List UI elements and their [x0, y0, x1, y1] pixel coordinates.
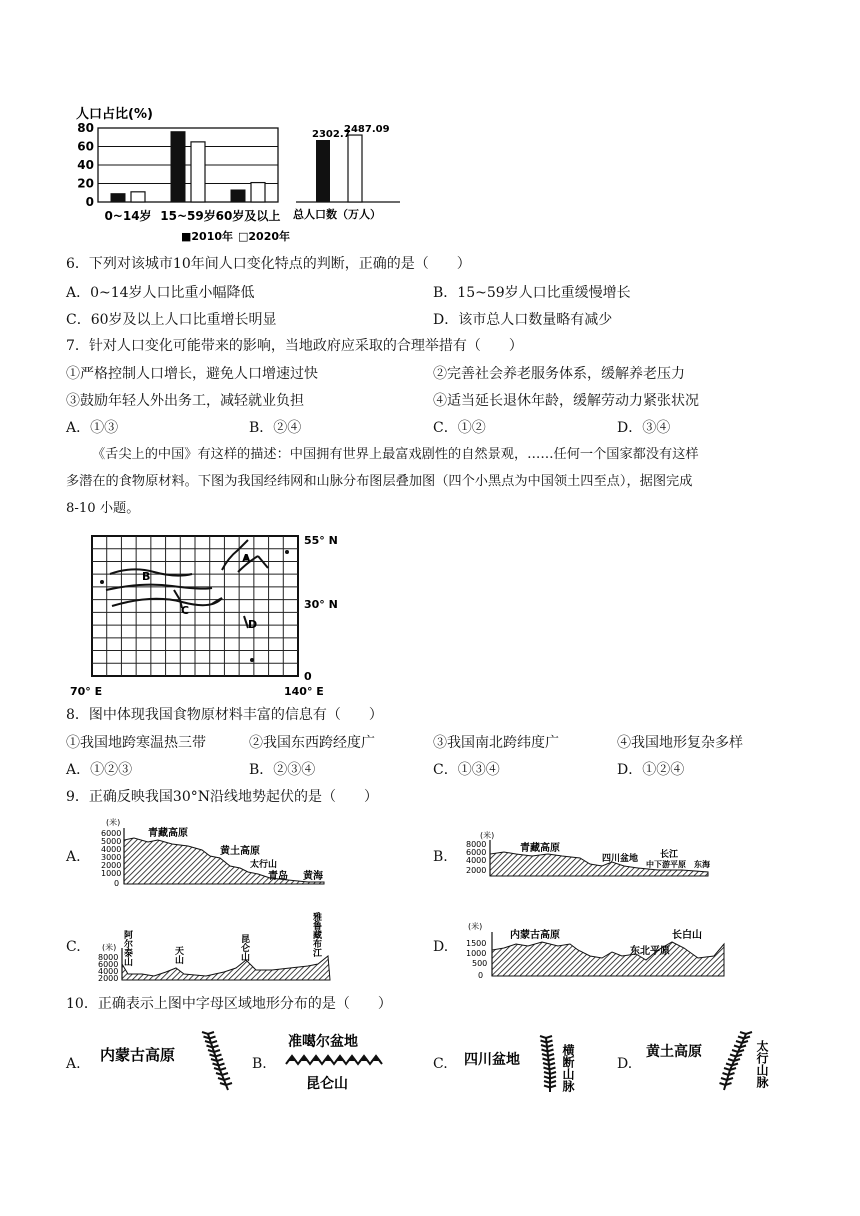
svg-text:内蒙古高原: 内蒙古高原 [510, 930, 560, 941]
map-lat-30: 30° N [304, 598, 338, 611]
y-tick-label: 0 [85, 195, 94, 209]
q9-profile-c [96, 908, 342, 984]
q10-diagram-a [96, 1028, 236, 1098]
q10-diagram-d [644, 1030, 784, 1100]
svg-text:东北平原: 东北平原 [630, 946, 670, 957]
svg-text:内蒙古高原: 内蒙古高原 [100, 1046, 176, 1064]
q10-diagram-b [282, 1020, 392, 1098]
map-lon-70: 70° E [70, 685, 103, 698]
q7-option-c[interactable]: C．①② [433, 420, 486, 436]
svg-text:准噶尔盆地: 准噶尔盆地 [288, 1034, 358, 1050]
svg-text:500: 500 [472, 959, 488, 968]
svg-text:黄土高原: 黄土高原 [646, 1044, 702, 1060]
ridge-peak [337, 1056, 343, 1060]
bar-2010 [171, 132, 185, 202]
mountain-ridge-icon [286, 1056, 382, 1064]
passage [66, 441, 796, 522]
q8-option-d[interactable]: D．①②④ [617, 762, 685, 778]
category-label: 0~14岁 [104, 209, 152, 223]
q10-option-d[interactable]: D. [617, 1056, 633, 1072]
chart-categories [104, 208, 280, 223]
svg-text:6000: 6000 [466, 848, 487, 857]
svg-text:青藏高原: 青藏高原 [520, 843, 560, 854]
q8-option-a[interactable]: A．①②③ [66, 762, 133, 778]
ridge-peak [373, 1056, 379, 1060]
ridge-tick [540, 1036, 552, 1038]
svg-text:1000: 1000 [101, 869, 122, 878]
svg-text:0: 0 [114, 879, 120, 888]
svg-text:昆仑山: 昆仑山 [306, 1076, 348, 1092]
q7-statement-4: ④适当延长退休年龄，缓解劳动力紧张状况 [433, 393, 699, 409]
svg-text:1500: 1500 [466, 939, 487, 948]
latitude-longitude-map [62, 528, 352, 700]
mountain-ridge-icon [202, 1032, 232, 1090]
svg-text:4000: 4000 [466, 856, 487, 865]
bar-2020 [131, 192, 145, 202]
map-letter-a: A [242, 552, 251, 565]
svg-text:横断山脉: 横断山脉 [561, 1044, 575, 1092]
svg-text:四川盆地: 四川盆地 [602, 854, 639, 864]
svg-text:四川盆地: 四川盆地 [464, 1052, 520, 1068]
y-tick-label: 60 [77, 139, 94, 154]
q7-option-d[interactable]: D．③④ [617, 420, 671, 436]
q6-option-d[interactable]: D．该市总人口数量略有减少 [433, 312, 613, 328]
map-lon-140: 140° E [284, 685, 324, 698]
svg-text:(米): (米) [468, 922, 483, 931]
svg-text:2000: 2000 [101, 861, 122, 870]
q9-profile-d [462, 920, 732, 982]
q9-stem: 9．正确反映我国30°N沿线地势起伏的是（ ） [66, 789, 378, 805]
svg-text:长白山: 长白山 [672, 930, 702, 941]
legend-2010: ■2010年 [181, 230, 234, 243]
passage-line-2: 多潜在的食物原材料。下图为我国经纬网和山脉分布图层叠加图（四个小黑点为中国领土四至点），据图完成 [66, 474, 693, 489]
grid-map-svg [62, 528, 352, 700]
q10-option-c[interactable]: C. [433, 1056, 448, 1072]
q7-stem: 7．针对人口变化可能带来的影响，当地政府应采取的合理举措有（ ） [66, 338, 523, 354]
svg-text:黄海: 黄海 [303, 871, 323, 882]
total-bar-2010 [316, 140, 330, 202]
q8-option-c[interactable]: C．①③④ [433, 762, 500, 778]
map-letter-b: B [142, 570, 151, 583]
svg-text:4000: 4000 [98, 967, 119, 976]
altai-label: 阿尔泰山 [122, 930, 132, 966]
q10-option-b[interactable]: B. [252, 1056, 267, 1072]
svg-text:6000: 6000 [101, 829, 122, 838]
chart-ticks [77, 121, 94, 209]
chart-bars [111, 132, 362, 202]
q8-statement-1: ①我国地跨寒温热三带 [66, 735, 206, 751]
bar-2020 [191, 142, 205, 202]
q8-option-b[interactable]: B．②③④ [249, 762, 316, 778]
svg-text:中下游平原: 中下游平原 [646, 860, 686, 869]
svg-text:雅鲁藏布江: 雅鲁藏布江 [311, 912, 321, 957]
q7-statement-3: ③鼓励年轻人外出务工，减轻就业负担 [66, 393, 304, 409]
q10-diagram-c [462, 1030, 592, 1100]
q10-option-a[interactable]: A. [66, 1056, 81, 1072]
ridge-peak [289, 1056, 295, 1060]
ridge-tick [740, 1032, 752, 1034]
q9-profile-a [98, 816, 338, 890]
ridge-peak [325, 1056, 331, 1060]
svg-text:(米): (米) [480, 831, 495, 840]
population-chart [60, 98, 410, 248]
svg-text:青岛: 青岛 [268, 871, 288, 882]
ridge-peak [361, 1056, 367, 1060]
svg-text:4000: 4000 [101, 845, 122, 854]
q9-option-d[interactable]: D. [433, 939, 449, 955]
svg-text:2000: 2000 [98, 974, 119, 983]
q9-option-c[interactable]: C. [66, 939, 81, 955]
y-tick-label: 80 [77, 121, 94, 135]
svg-text:5000: 5000 [101, 837, 122, 846]
passage-line-3: 8-10 小题。 [66, 501, 140, 516]
q8-stem: 8．图中体现我国食物原材料丰富的信息有（ ） [66, 707, 383, 723]
q9-option-b[interactable]: B. [433, 849, 448, 865]
total-value-2010: 2302.7 [312, 129, 351, 141]
q9-option-a[interactable]: A. [66, 849, 81, 865]
map-letter-d: D [248, 618, 258, 631]
q7-statement-2: ②完善社会养老服务体系，缓解养老压力 [433, 366, 685, 382]
q6-option-a[interactable]: A．0~14岁人口比重小幅降低 [66, 285, 255, 301]
total-bar-2020 [348, 135, 362, 202]
ridge-peak [301, 1056, 307, 1060]
svg-text:长江: 长江 [660, 850, 679, 860]
svg-text:0: 0 [478, 971, 484, 980]
y-tick-label: 40 [77, 158, 94, 172]
svg-text:太行山: 太行山 [250, 860, 278, 870]
svg-text:1000: 1000 [466, 949, 487, 958]
mountain-ridge-icon [720, 1032, 753, 1090]
chart-ylabel: 人口占比(%) [76, 107, 153, 122]
q7-statement-1: ①严格控制人口增长，避免人口增速过快 [66, 366, 318, 382]
map-letter-c: C [181, 604, 190, 617]
legend-2020: □2020年 [238, 230, 291, 243]
population-chart-svg [60, 98, 410, 248]
svg-text:(米): (米) [102, 943, 117, 952]
map-lat-55: 55° N [304, 534, 338, 547]
svg-text:3000: 3000 [101, 853, 122, 862]
q9-profile-b [462, 830, 722, 884]
svg-text:天山: 天山 [173, 946, 183, 964]
mountain-ridge-icon [540, 1036, 556, 1092]
svg-text:东海: 东海 [694, 860, 710, 869]
category-label: 15~59岁 [160, 209, 216, 223]
svg-text:(米): (米) [106, 818, 121, 827]
svg-text:昆仑山: 昆仑山 [239, 934, 249, 961]
svg-text:8000: 8000 [466, 840, 487, 849]
svg-text:2000: 2000 [466, 866, 487, 875]
bar-2010 [111, 194, 125, 202]
map-lat-0: 0 [304, 670, 312, 683]
bar-2020 [251, 183, 265, 202]
q8-statement-3: ③我国南北跨纬度广 [433, 735, 559, 751]
q7-option-b[interactable]: B．②④ [249, 420, 302, 436]
q7-option-a[interactable]: A．①③ [66, 420, 119, 436]
q10-stem: 10．正确表示上图中字母区域地形分布的是（ ） [66, 996, 392, 1012]
svg-text:8000: 8000 [98, 953, 119, 962]
svg-text:黄土高原: 黄土高原 [220, 846, 260, 857]
bar-2010 [231, 190, 245, 202]
total-label: 总人口数（万人） [293, 208, 381, 221]
q8-statement-2: ②我国东西跨经度广 [249, 735, 375, 751]
passage-line-1: 《舌尖上的中国》有这样的描述：中国拥有世界上最富戏剧性的自然景观，……任何一个国家都没有这样 [92, 447, 699, 462]
svg-text:青藏高原: 青藏高原 [148, 828, 188, 839]
ridge-peak [349, 1056, 355, 1060]
q6-stem: 6．下列对该城市10年间人口变化特点的判断，正确的是（ ） [66, 256, 471, 272]
y-tick-label: 20 [77, 176, 94, 191]
svg-text:太行山脉: 太行山脉 [755, 1040, 769, 1088]
q8-statement-4: ④我国地形复杂多样 [617, 735, 743, 751]
ridge-tick [202, 1032, 214, 1034]
category-label: 60岁及以上 [215, 209, 281, 223]
q6-option-c[interactable]: C．60岁及以上人口比重增长明显 [66, 312, 277, 328]
q6-option-b[interactable]: B．15~59岁人口比重缓慢增长 [433, 285, 631, 301]
total-value-2020: 2487.09 [344, 124, 390, 136]
ridge-peak [313, 1056, 319, 1060]
svg-text:6000: 6000 [98, 960, 119, 969]
